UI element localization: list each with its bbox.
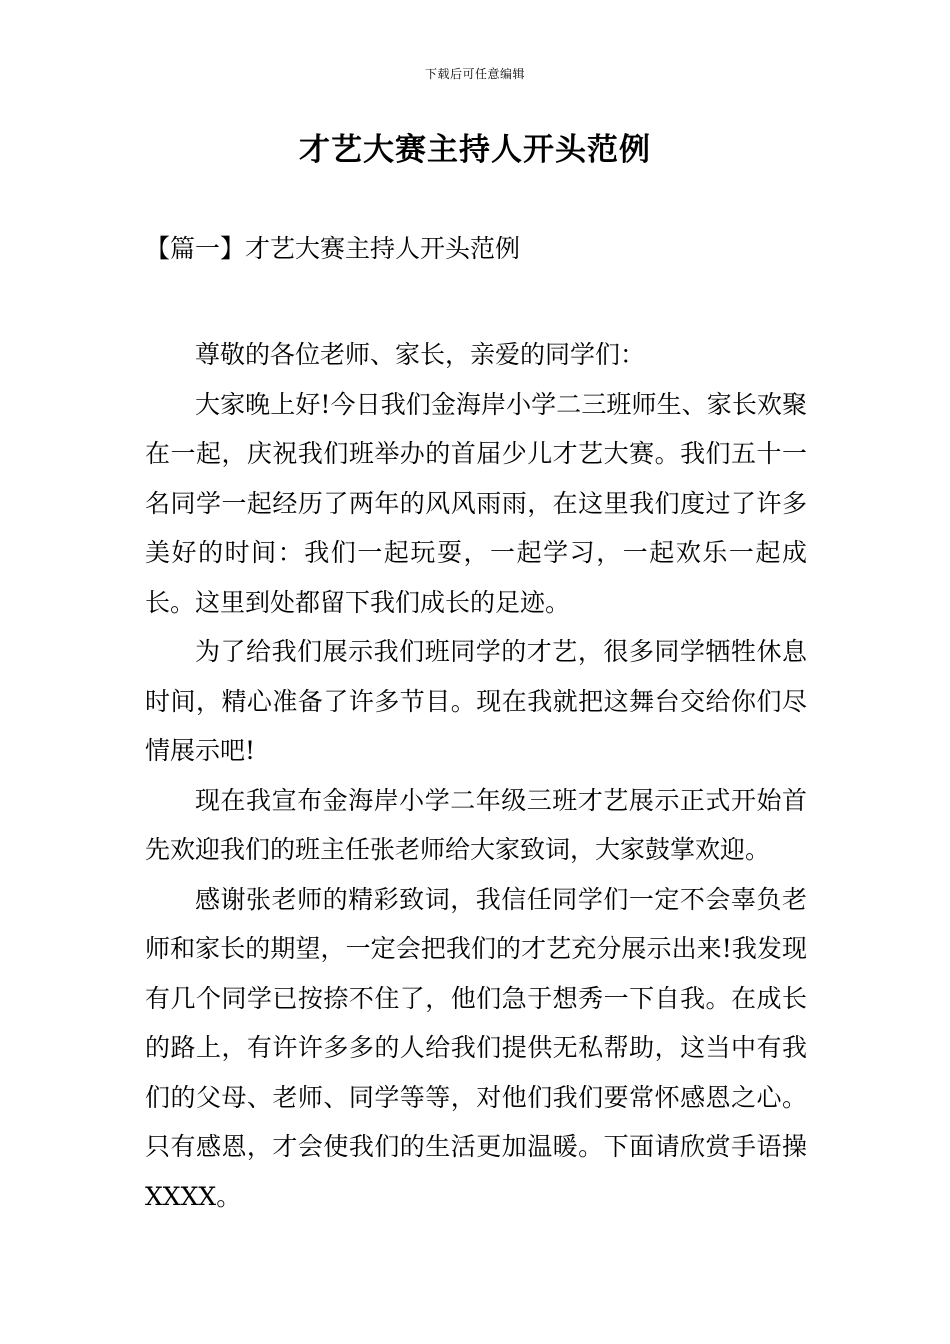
paragraph-preparation: 为了给我们展示我们班同学的才艺，很多同学牺牲休息时间，精心准备了许多节目。现在我就把这舞台交给你们尽情展示吧! [145,637,807,765]
paragraph-welcome: 大家晚上好!今日我们金海岸小学二三班师生、家长欢聚在一起，庆祝我们班举办的首届少儿才艺大赛。我们五十一名同学一起经历了两年的风风雨雨，在这里我们度过了许多美好的时间：我们一起玩耍，一起学习，一起欢乐一起成长。这里到处都留下我们成长的足迹。 [145,389,807,617]
body-text [145,330,807,1221]
paragraph-thanks: 感谢张老师的精彩致词，我信任同学们一定不会辜负老师和家长的期望，一定会把我们的才艺充分展示出来!我发现有几个同学已按捺不住了，他们急于想秀一下自我。在成长的路上，有许许多多的人给我们提供无私帮助，这当中有我们的父母、老师、同学等等，对他们我们要常怀感恩之心。只有感恩，才会使我们的生活更加温暖。下面请欣赏手语操XXXX。 [145,884,807,1211]
paragraph-opening: 现在我宣布金海岸小学二年级三班才艺展示正式开始首先欢迎我们的班主任张老师给大家致词，大家鼓掌欢迎。 [145,785,807,864]
header-note: 下载后可任意编辑 [424,67,525,81]
section-heading: 【篇一】才艺大赛主持人开头范例 [145,234,521,263]
paragraph-greeting: 尊敬的各位老师、家长，亲爱的同学们： [195,340,646,369]
page-title: 才艺大赛主持人开头范例 [299,132,651,168]
